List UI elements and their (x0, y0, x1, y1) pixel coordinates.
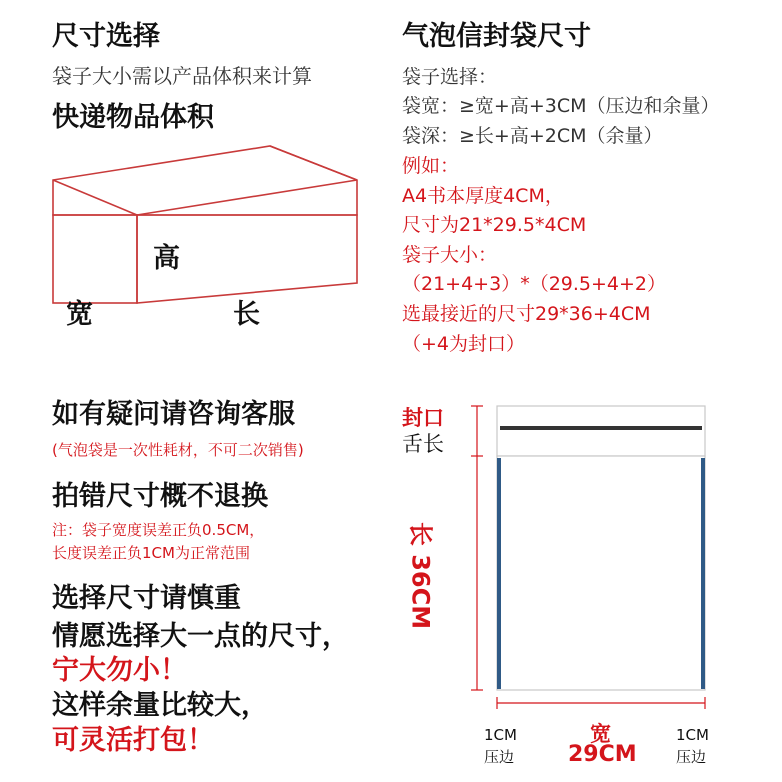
example-line-5: （21+4+3）*（29.5+4+2） (402, 273, 667, 295)
example-line-4: 袋子大小： (402, 244, 498, 266)
careful-line-2: 情愿选择大一点的尺寸， (52, 621, 349, 652)
example-line-6: 选最接近的尺寸29*36+4CM (402, 303, 651, 325)
width-label: 宽 (590, 722, 611, 746)
contact-support-heading: 如有疑问请咨询客服 (52, 399, 295, 430)
size-selection-subtitle: 袋子大小需以产品体积来计算 (52, 64, 312, 88)
bag-choose-line: 袋子选择： (402, 66, 498, 88)
bag-width-rule: 袋宽：≥宽+高+3CM（压边和余量） (402, 95, 720, 117)
length-36cm-label: 长 36CM (406, 521, 435, 630)
width-29cm-label: 29CM (568, 742, 637, 767)
seal-flap (497, 406, 705, 456)
tolerance-note-line-1: 注：袋子宽度误差正负0.5CM， (52, 521, 265, 539)
section-title-size-selection: 尺寸选择 (52, 21, 160, 52)
bag-depth-rule: 袋深：≥长+高+2CM（余量） (402, 125, 663, 147)
right-edge-press: 压边 (676, 748, 707, 766)
example-line-2: A4书本厚度4CM， (402, 185, 564, 207)
box-height-label: 高 (153, 243, 180, 274)
example-line-1: 例如： (402, 155, 460, 177)
left-edge-1cm: 1CM (484, 726, 517, 744)
left-edge-press: 压边 (484, 748, 515, 766)
bubble-envelope-size-title: 气泡信封袋尺寸 (402, 21, 591, 52)
consumable-note: (气泡袋是一次性耗材，不可二次销售) (52, 441, 304, 459)
no-return-heading: 拍错尺寸概不退换 (52, 481, 268, 512)
item-volume-heading: 快递物品体积 (52, 102, 214, 133)
better-big-slogan: 宁大勿小！ (52, 655, 187, 686)
example-line-3: 尺寸为21*29.5*4CM (402, 214, 587, 236)
right-edge-1cm: 1CM (676, 726, 709, 744)
margin-large-line: 这样余量比较大， (52, 690, 268, 721)
careful-line-1: 选择尺寸请慎重 (52, 583, 241, 614)
box-length-label: 长 (233, 299, 260, 330)
bag-body (497, 456, 705, 690)
tolerance-note-line-2: 长度误差正负1CM为正常范围 (52, 544, 250, 562)
example-line-7: （+4为封口） (402, 333, 526, 355)
seal-label: 封口 (402, 406, 444, 430)
flexible-packing-slogan: 可灵活打包！ (52, 725, 214, 756)
tongue-length-label: 舌长 (402, 432, 444, 456)
box-width-label: 宽 (66, 299, 93, 330)
